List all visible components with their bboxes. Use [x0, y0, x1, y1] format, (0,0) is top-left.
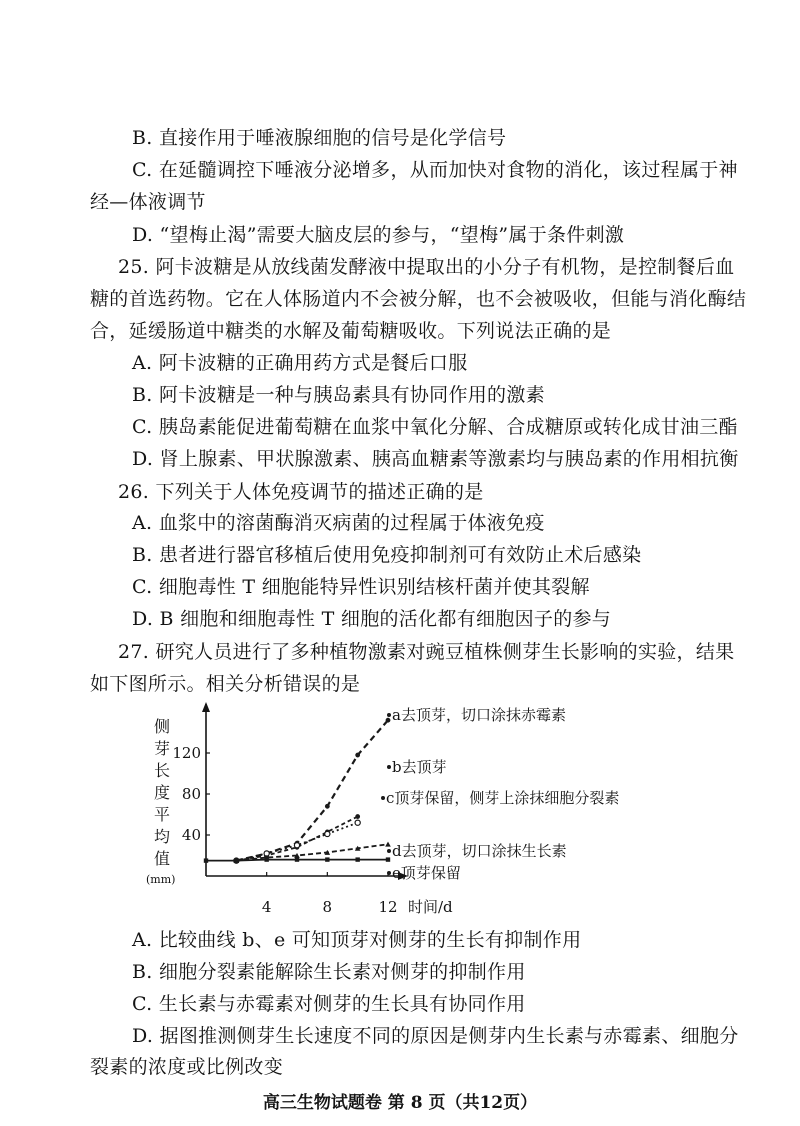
q26-option-c: C. 细胞毒性 T 细胞能特异性识别结核杆菌并使其裂解 — [132, 576, 590, 598]
data-point — [355, 753, 360, 758]
data-point — [264, 857, 268, 861]
q27-option-c: C. 生长素与赤霉素对侧芽的生长具有协同作用 — [132, 993, 526, 1015]
q27-stem-1: 27. 研究人员进行了多种植物激素对豌豆植株侧芽生长影响的实验，结果 — [118, 641, 735, 663]
data-point — [204, 858, 208, 862]
series-line — [236, 844, 388, 860]
y-tick-label: 120 — [172, 744, 201, 762]
q25-stem-3: 合，延缓肠道中糖类的水解及葡萄糖吸收。下列说法正确的是 — [90, 320, 612, 342]
legend-label: d去顶芽，切口涂抹生长素 — [392, 842, 567, 860]
q27-option-a: A. 比较曲线 b、e 可知顶芽对侧芽的生长有抑制作用 — [132, 929, 582, 951]
q25-stem-2: 糖的首选药物。它在人体肠道内不会被分解，也不会被吸收，但能与消化酶结 — [90, 288, 747, 310]
y-axis-label-char: 度 — [154, 783, 171, 802]
y-axis-label-char: 平 — [154, 805, 171, 824]
page-footer: 高三生物试题卷 第 8 页（共12页） — [262, 1093, 538, 1113]
data-point — [386, 857, 390, 861]
legend-label: b去顶芽 — [392, 758, 447, 776]
q27-stem-2: 如下图所示。相关分析错误的是 — [90, 673, 361, 695]
y-axis-label-char: 值 — [154, 849, 171, 868]
q26-option-d: D. B 细胞和细胞毒性 T 细胞的活化都有细胞因子的参与 — [132, 608, 612, 630]
q24-option-c: C. 在延髓调控下唾液分泌增多，从而加快对食物的消化，该过程属于神 — [132, 159, 738, 181]
q24-option-b: B. 直接作用于唾液腺细胞的信号是化学信号 — [132, 127, 507, 149]
q25-option-d: D. 肾上腺素、甲状腺激素、胰高血糖素等激素均与胰岛素的作用相抗衡 — [132, 448, 739, 470]
data-point — [325, 831, 330, 836]
x-tick-label: 12 — [378, 898, 398, 916]
legend-marker — [387, 849, 391, 853]
data-point — [295, 857, 299, 861]
q27-option-d-cont: 裂素的浓度或比例改变 — [90, 1056, 284, 1078]
legend-marker — [387, 713, 391, 717]
data-point — [385, 842, 391, 847]
data-point — [294, 843, 299, 848]
data-point — [386, 718, 391, 723]
data-point — [325, 804, 330, 809]
q24-option-c-cont: 经—体液调节 — [90, 191, 206, 213]
legend-marker — [387, 765, 391, 769]
x-tick-label: 4 — [261, 898, 272, 916]
data-point — [325, 857, 329, 861]
y-tick-label: 80 — [181, 785, 201, 803]
q26-option-b: B. 患者进行器官移植后使用免疫抑制剂可有效防止术后感染 — [132, 544, 642, 566]
legend-label: e顶芽保留 — [392, 864, 461, 882]
y-axis-label-char: 长 — [154, 761, 171, 780]
y-axis-label-char: 均 — [154, 827, 171, 846]
q25-stem-1: 25. 阿卡波糖是从放线菌发酵液中提取出的小分子有机物，是控制餐后血 — [118, 256, 735, 278]
data-point — [355, 857, 359, 861]
legend-marker — [381, 796, 385, 800]
q24-option-d: D. “望梅止渴”需要大脑皮层的参与，“望梅”属于条件刺激 — [132, 224, 625, 246]
data-point — [234, 858, 238, 862]
legend-label: c顶芽保留，侧芽上涂抹细胞分裂素 — [386, 789, 620, 807]
lateral-bud-growth-chart — [140, 700, 660, 925]
q25-option-c: C. 胰岛素能促进葡萄糖在血浆中氧化分解、合成糖原或转化成甘油三酯 — [132, 416, 738, 438]
legend-label: a去顶芽，切口涂抹赤霉素 — [392, 706, 566, 724]
y-axis-label — [146, 717, 175, 886]
q25-option-b: B. 阿卡波糖是一种与胰岛素具有协同作用的激素 — [132, 384, 545, 406]
legend-marker — [387, 871, 391, 875]
y-axis-label-char: 侧 — [154, 717, 171, 736]
q26-stem: 26. 下列关于人体免疫调节的描述正确的是 — [118, 481, 484, 503]
q25-option-a: A. 阿卡波糖的正确用药方式是餐后口服 — [132, 352, 468, 374]
y-tick-label: 40 — [181, 826, 201, 844]
q27-option-d: D. 据图推测侧芽生长速度不同的原因是侧芽内生长素与赤霉素、细胞分 — [132, 1025, 739, 1047]
data-point — [355, 814, 360, 819]
x-tick-label: 8 — [322, 898, 333, 916]
x-axis-label: 时间/d — [408, 898, 453, 916]
y-axis-label-char: 芽 — [154, 739, 171, 758]
data-point — [355, 820, 360, 825]
q26-option-a: A. 血浆中的溶菌酶消灭病菌的过程属于体液免疫 — [132, 512, 545, 534]
q27-option-b: B. 细胞分裂素能解除生长素对侧芽的抑制作用 — [132, 961, 526, 983]
y-axis-arrow — [202, 702, 210, 712]
y-axis-unit: (mm) — [146, 873, 176, 886]
